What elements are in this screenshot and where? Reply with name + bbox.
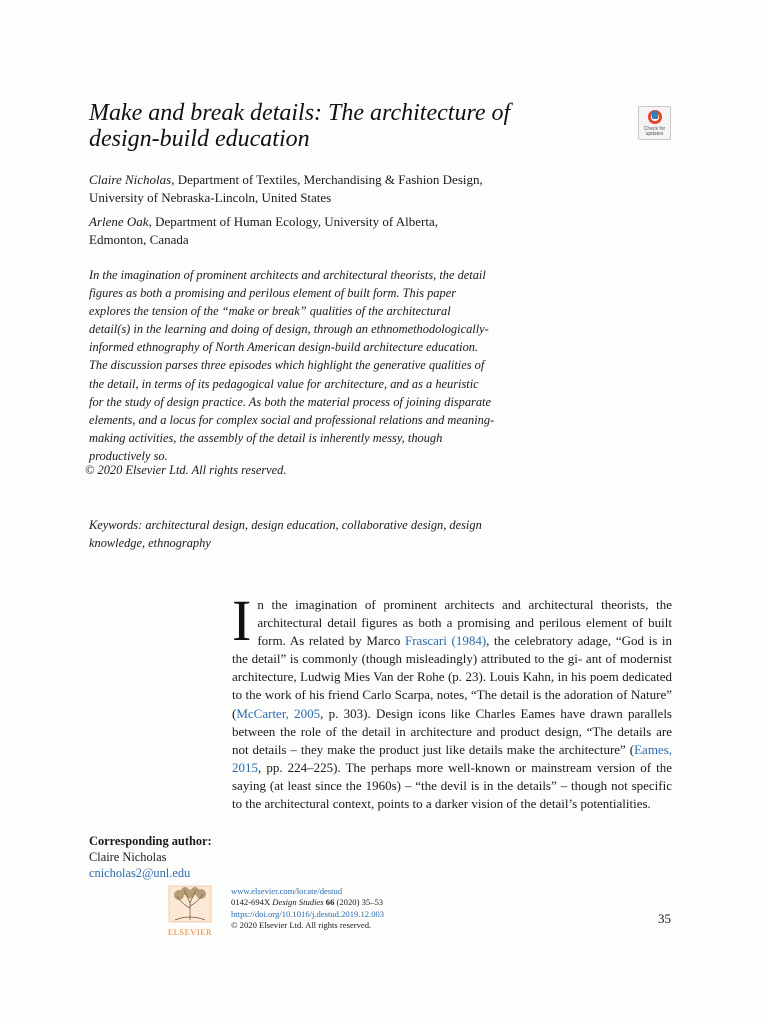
check-for-updates-badge[interactable] bbox=[638, 106, 671, 140]
body-line: potentialities. bbox=[580, 796, 651, 812]
abstract-copyright: © 2020 Elsevier Ltd. All rights reserved. bbox=[85, 463, 287, 477]
body-line: (at least since the 1960s) – “the devil is in the details” – though not specific to bbox=[232, 777, 672, 812]
citation-link-mccarter[interactable]: McCarter, 2005 bbox=[236, 705, 321, 721]
author-name: Claire Nicholas bbox=[89, 172, 172, 187]
body-line: n the imagination of prominent architects and architectural theorists, the bbox=[257, 597, 672, 612]
drop-cap: I bbox=[232, 588, 252, 653]
issn: 0142-694X bbox=[231, 897, 273, 908]
footer-copyright: © 2020 Elsevier Ltd. All rights reserved. bbox=[231, 919, 372, 930]
abstract bbox=[89, 266, 539, 465]
body-line: “God is in the detail” is commonly (though misleadingly) attributed to the gi- bbox=[232, 633, 673, 667]
elsevier-logo[interactable] bbox=[167, 884, 213, 937]
author-affiliation-1 bbox=[89, 171, 529, 207]
abstract-line: making activities, the assembly of the detail is inherently messy, though bbox=[89, 430, 443, 445]
body-line: icons like Charles Eames have drawn parallels between the role of the detail bbox=[232, 705, 672, 739]
elsevier-wordmark: ELSEVIER bbox=[167, 927, 213, 937]
title-line-1: Make and break details: The architecture of bbox=[89, 100, 511, 126]
author-affiliation-line: , Department of Textiles, Merchandising & Fashion Design, bbox=[171, 172, 483, 187]
corresponding-author-name: Claire Nicholas bbox=[89, 850, 167, 864]
abstract-line: for the study of design practice. As both the material process of joining disparate bbox=[89, 394, 491, 409]
elsevier-tree-icon bbox=[167, 884, 213, 924]
badge-label-line-1: Check for bbox=[643, 126, 666, 132]
corresponding-author-email-link[interactable]: cnicholas2@unl.edu bbox=[89, 866, 191, 880]
author-affiliation-line: , Department of Human Ecology, University of Alberta, bbox=[148, 214, 438, 229]
abstract-line: The discussion parses three episodes which highlight the generative qualities of bbox=[89, 358, 485, 373]
abstract-line: productively so. bbox=[89, 448, 168, 463]
title-line-2: design-build education bbox=[89, 126, 310, 152]
abstract-line: figures as both a promising and perilous element of built form. This paper bbox=[89, 286, 457, 301]
citation-link-eames[interactable]: Eames, 2015 bbox=[232, 741, 673, 775]
corresponding-author-label: Corresponding author: bbox=[89, 834, 212, 848]
keywords-line: knowledge, ethnography bbox=[89, 536, 211, 550]
keywords bbox=[89, 516, 539, 552]
abstract-line: elements, and a locus for complex social and professional relations and meaning- bbox=[89, 412, 495, 427]
body-line: the product just like details make the architecture” ( bbox=[359, 741, 635, 757]
journal-issue-pages: (2020) 35–53 bbox=[334, 897, 384, 908]
body-line: , pp. bbox=[258, 759, 283, 775]
body-text bbox=[232, 588, 673, 813]
abstract-line: In the imagination of prominent architects and architectural theorists, the detail bbox=[89, 268, 486, 282]
abstract-line: the detail, in terms of its pedagogical value for architecture, and as a heuristic bbox=[89, 376, 479, 391]
body-line: , the celebratory adage, bbox=[486, 633, 612, 649]
journal-footer bbox=[231, 886, 531, 931]
author-affiliation-2 bbox=[89, 213, 529, 249]
author-name: Arlene Oak bbox=[89, 214, 149, 229]
corresponding-author bbox=[89, 833, 239, 881]
body-line: 224–225). The perhaps more well-known or mainstream version of the saying bbox=[232, 759, 673, 793]
abstract-line: detail(s) in the learning and doing of design, through an ethnomethodologically- bbox=[89, 322, 489, 337]
abstract-line: explores the tension of the “make or break” qualities of the architectural bbox=[89, 304, 451, 319]
citation-link-frascari[interactable]: Frascari (1984) bbox=[405, 633, 487, 649]
article-title bbox=[89, 100, 609, 152]
author-affiliation-line: Edmonton, Canada bbox=[89, 232, 189, 247]
journal-volume: 66 bbox=[323, 897, 335, 908]
body-line: architectural detail figures as both a promising and perilous element of bbox=[257, 615, 644, 631]
body-line: built form. As related by Marco bbox=[257, 615, 672, 649]
body-line: ant of modernist architecture, Ludwig Mies Van der Rohe (p. 23). Louis bbox=[232, 651, 673, 685]
body-line: in architecture and product design, “The details are not details – they make bbox=[232, 723, 672, 757]
body-line: “The detail is the adoration of Nature” ( bbox=[232, 687, 672, 721]
abstract-line: informed ethnography of North American design-build architecture education. bbox=[89, 340, 479, 355]
body-line: , p. 303). Design bbox=[320, 705, 413, 721]
journal-url-link[interactable]: www.elsevier.com/locate/destud bbox=[231, 886, 343, 896]
body-line: the architectural context, points to a darker vision of the detail’s bbox=[245, 796, 578, 812]
journal-name: Design Studies bbox=[272, 897, 324, 908]
page-number: 35 bbox=[658, 911, 671, 926]
keywords-line: Keywords: architectural design, design education, collaborative design, design bbox=[89, 518, 482, 532]
badge-label-line-2: updates bbox=[645, 131, 664, 137]
author-affiliation-line: University of Nebraska-Lincoln, United States bbox=[89, 190, 332, 205]
check-for-updates-icon bbox=[647, 109, 663, 127]
body-line: Kahn, in his poem dedicated to the work of his friend Carlo Scarpa, notes, bbox=[232, 669, 672, 703]
doi-link[interactable]: https://doi.org/10.1016/j.destud.2019.12.003 bbox=[231, 908, 385, 919]
